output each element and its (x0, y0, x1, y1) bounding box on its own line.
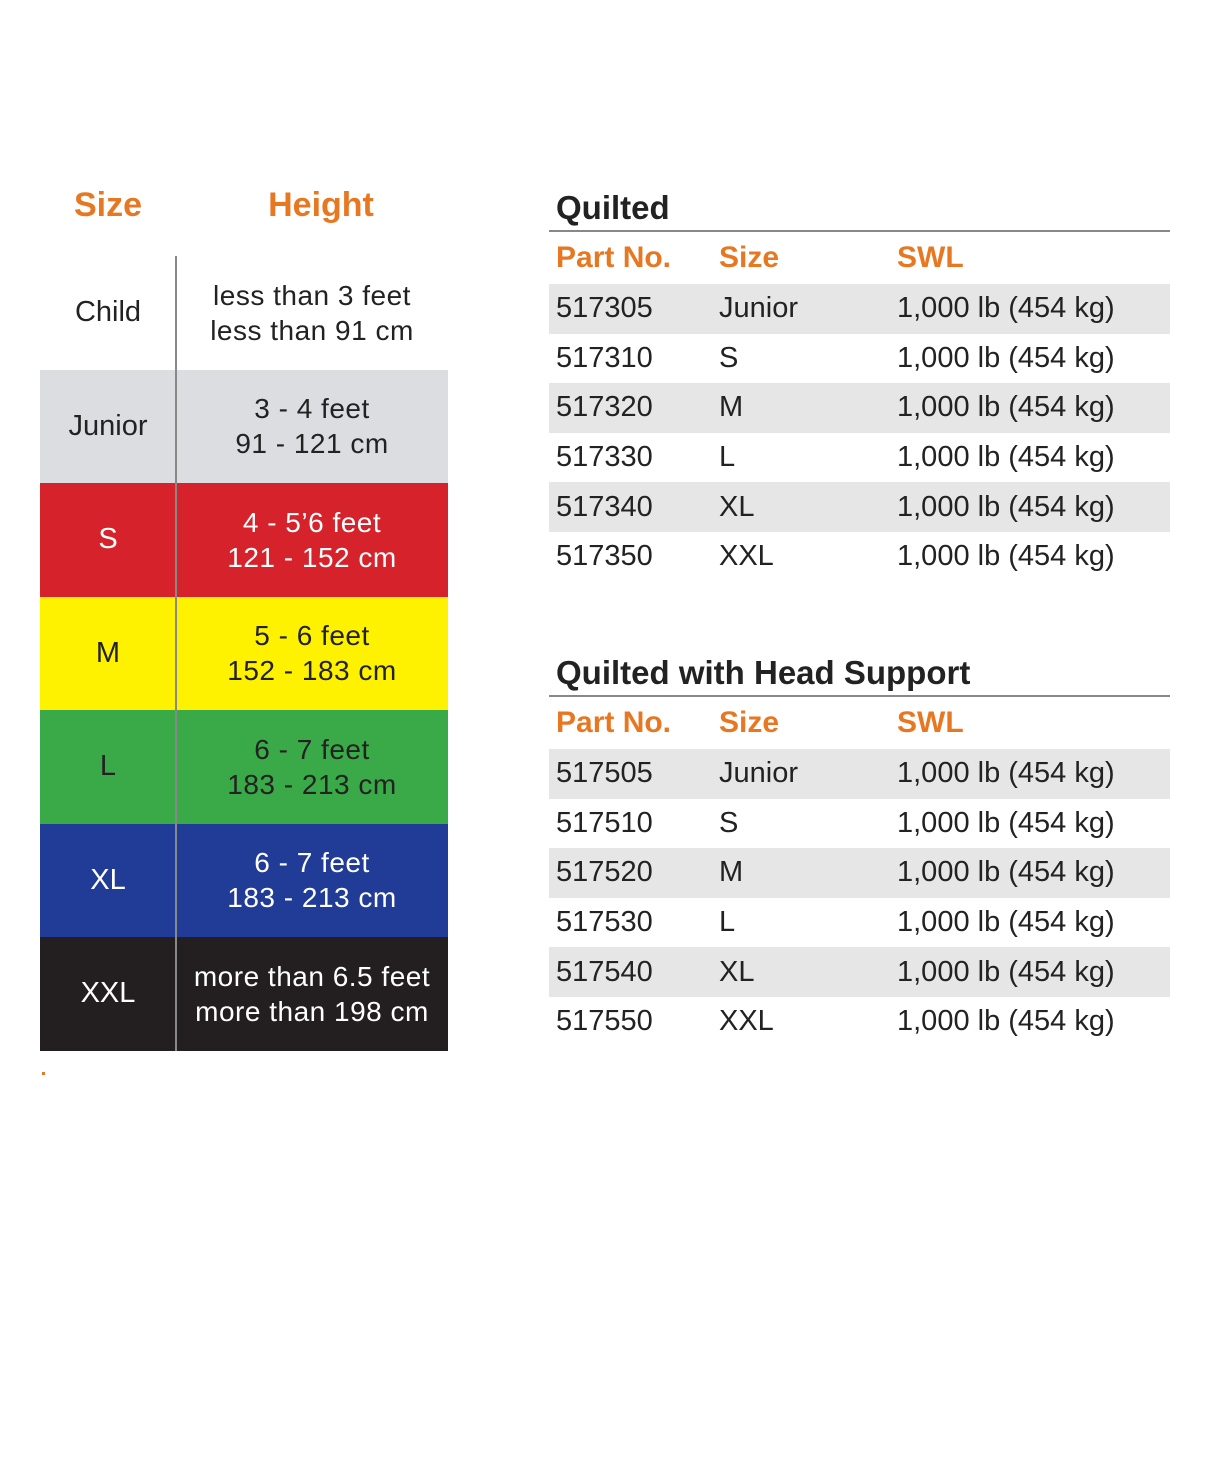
size-chart-header (40, 186, 448, 256)
height-feet: more than 6.5 feet (193, 960, 431, 992)
height-feet: less than 3 feet (213, 279, 411, 311)
part-no-header: Part No. (556, 706, 672, 739)
table-row (549, 334, 1170, 384)
part-no-cell: 517320 (556, 391, 653, 424)
height-column-header: Height (268, 186, 374, 224)
height-cm: 183 - 213 cm (227, 882, 397, 914)
size-cell: S (719, 341, 739, 374)
table-title: Quilted with Head Support (549, 651, 1170, 697)
part-no-cell: 517530 (556, 906, 653, 939)
size-row (40, 483, 448, 597)
size-row (40, 370, 448, 484)
swl-cell: 1,000 lb (454 kg) (897, 441, 1115, 474)
height-feet: 6 - 7 feet (254, 847, 370, 879)
height-value (176, 732, 448, 802)
size-cell: M (719, 391, 744, 424)
size-cell: XXL (719, 1005, 774, 1038)
height-feet: 3 - 4 feet (254, 393, 370, 425)
part-no-cell: 517340 (556, 490, 653, 523)
swl-cell: 1,000 lb (454 kg) (897, 906, 1115, 939)
table-row (549, 383, 1170, 433)
part-no-header: Part No. (556, 241, 672, 274)
table-row (549, 898, 1170, 948)
height-cm: 91 - 121 cm (235, 428, 389, 460)
table-title: Quilted (549, 186, 1170, 232)
size-label: L (99, 750, 117, 783)
part-no-cell: 517550 (556, 1005, 653, 1038)
height-value (176, 278, 448, 348)
size-label: S (98, 523, 118, 556)
part-no-cell: 517520 (556, 856, 653, 889)
size-cell: Junior (719, 757, 798, 790)
table-row (549, 997, 1170, 1047)
table-row (549, 799, 1170, 849)
height-value (176, 959, 448, 1029)
size-row (40, 597, 448, 711)
part-no-cell: 517540 (556, 955, 653, 988)
size-label: XXL (80, 977, 136, 1010)
size-height-chart (40, 186, 448, 1051)
table-header (549, 697, 1170, 749)
swl-cell: 1,000 lb (454 kg) (897, 1005, 1115, 1038)
size-cell: XXL (719, 540, 774, 573)
height-cm: 183 - 213 cm (227, 768, 397, 800)
height-value (176, 391, 448, 461)
swl-cell: 1,000 lb (454 kg) (897, 540, 1115, 573)
swl-cell: 1,000 lb (454 kg) (897, 806, 1115, 839)
quilted-head-support-table (549, 651, 1170, 1047)
size-cell: XL (719, 490, 755, 523)
size-cell: M (719, 856, 744, 889)
swl-cell: 1,000 lb (454 kg) (897, 341, 1115, 374)
height-feet: 4 - 5’6 feet (242, 506, 382, 538)
swl-cell: 1,000 lb (454 kg) (897, 292, 1115, 325)
swl-cell: 1,000 lb (454 kg) (897, 490, 1115, 523)
table-row (549, 848, 1170, 898)
table-row (549, 284, 1170, 334)
swl-cell: 1,000 lb (454 kg) (897, 391, 1115, 424)
part-no-cell: 517505 (556, 757, 653, 790)
size-label: Child (74, 296, 142, 329)
height-value (176, 618, 448, 688)
height-value (176, 505, 448, 575)
height-cm: less than 91 cm (210, 314, 414, 346)
size-row (40, 824, 448, 938)
swl-cell: 1,000 lb (454 kg) (897, 955, 1115, 988)
height-cm: 121 - 152 cm (227, 541, 397, 573)
table-row (549, 532, 1170, 582)
table-header (549, 232, 1170, 284)
size-row (40, 937, 448, 1051)
height-feet: 6 - 7 feet (254, 733, 370, 765)
part-no-cell: 517350 (556, 540, 653, 573)
size-cell: XL (719, 955, 755, 988)
swl-header: SWL (897, 241, 964, 274)
size-column-header: Size (73, 186, 143, 224)
size-header: Size (719, 706, 780, 739)
size-cell: Junior (719, 292, 798, 325)
part-no-cell: 517510 (556, 806, 653, 839)
swl-header: SWL (897, 706, 964, 739)
part-no-cell: 517305 (556, 292, 653, 325)
table-row (549, 749, 1170, 799)
size-label: M (95, 636, 121, 669)
part-no-cell: 517310 (556, 341, 653, 374)
decorative-dot (42, 1072, 45, 1075)
size-label: XL (90, 863, 126, 896)
table-row (549, 433, 1170, 483)
swl-cell: 1,000 lb (454 kg) (897, 856, 1115, 889)
quilted-table (549, 186, 1170, 582)
size-cell: L (719, 441, 736, 474)
table-row (549, 482, 1170, 532)
height-cm: 152 - 183 cm (227, 655, 397, 687)
table-row (549, 947, 1170, 997)
size-row (40, 256, 448, 370)
part-no-cell: 517330 (556, 441, 653, 474)
swl-cell: 1,000 lb (454 kg) (897, 757, 1115, 790)
size-row (40, 710, 448, 824)
size-header: Size (719, 241, 780, 274)
height-cm: more than 198 cm (195, 995, 429, 1027)
size-chart-body (40, 256, 448, 1051)
size-cell: S (719, 806, 739, 839)
size-label: Junior (68, 409, 148, 442)
height-value (176, 845, 448, 915)
size-cell: L (719, 906, 736, 939)
height-feet: 5 - 6 feet (254, 620, 370, 652)
